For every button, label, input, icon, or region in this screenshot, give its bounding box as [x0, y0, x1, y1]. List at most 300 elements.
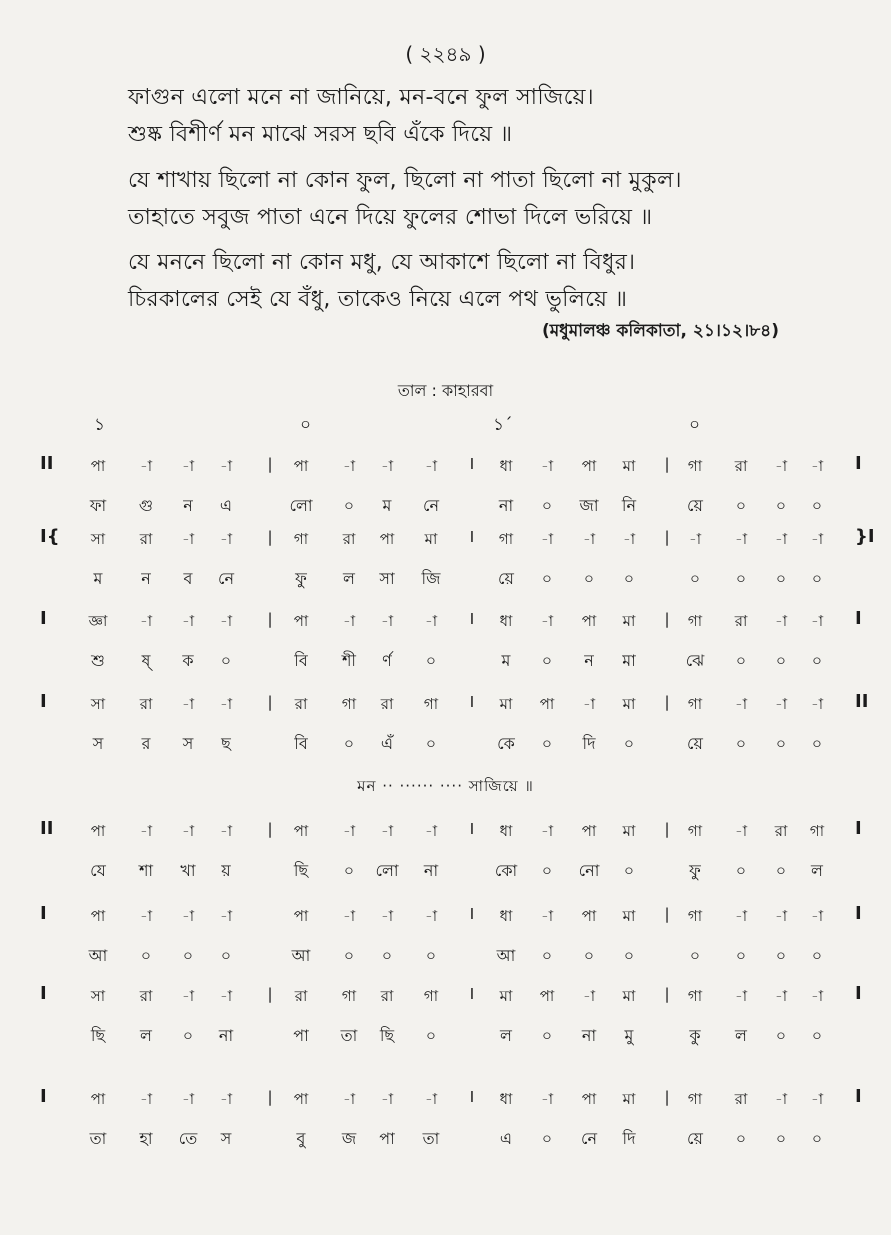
lyric-syllable: ০	[182, 946, 194, 965]
swara-note: -া	[181, 822, 195, 840]
swara-note: -া	[424, 612, 438, 630]
lyric-syllable: ০	[775, 1129, 787, 1148]
lyric-syllable: ০	[343, 861, 355, 880]
lyric-syllable: শু	[91, 651, 105, 670]
swara-note: -া	[540, 457, 554, 475]
swara-note: -া	[181, 1090, 195, 1108]
lyric-syllable: দি	[622, 1129, 636, 1148]
beat-divider: |	[267, 1088, 273, 1106]
swara-note: মা	[424, 530, 438, 548]
swara-note: জ্ঞা	[88, 612, 108, 630]
verse-line-1: ফাগুন এলো মনে না জানিয়ে, মন-বনে ফুল সাজিয়ে।	[128, 85, 594, 110]
lyric-syllable: ম	[93, 569, 103, 588]
swara-note: গা	[423, 695, 439, 713]
lyric-syllable: ন	[584, 651, 594, 670]
lyric-syllable: কে	[497, 734, 515, 753]
swara-note: -া	[139, 1090, 153, 1108]
beat-divider: |	[664, 1088, 670, 1106]
row-close-bar: II	[855, 691, 869, 712]
beat-divider: |	[267, 985, 273, 1003]
lyric-syllable: ০	[583, 946, 595, 965]
lyric-syllable: ০	[735, 496, 747, 515]
lyric-syllable: না	[581, 1026, 597, 1045]
lyric-syllable: স	[92, 734, 104, 753]
swara-note: -া	[219, 457, 233, 475]
swara-note: -া	[342, 457, 356, 475]
lyric-syllable: ০	[425, 651, 437, 670]
swara-note: রা	[294, 695, 308, 713]
swara-note: পা	[581, 612, 597, 630]
lyric-syllable: ০	[735, 651, 747, 670]
swara-note: পা	[581, 457, 597, 475]
swara-note: -া	[774, 1090, 788, 1108]
swara-note: -া	[810, 695, 824, 713]
row-close-bar: I	[855, 1086, 862, 1107]
row-open-bar: I{	[40, 526, 60, 547]
swara-note: -া	[810, 1090, 824, 1108]
lyric-syllable: নে	[422, 496, 440, 515]
lyric-syllable: কো	[494, 861, 518, 880]
swara-note: -া	[540, 1090, 554, 1108]
lyric-syllable: ফা	[89, 496, 107, 515]
lyric-syllable: ০	[775, 1026, 787, 1045]
lyric-syllable: ০	[735, 734, 747, 753]
beat-divider: I	[469, 455, 475, 473]
lyric-syllable: কু	[689, 1026, 701, 1045]
swara-note: মা	[622, 907, 636, 925]
swara-note: -া	[139, 457, 153, 475]
lyric-syllable: ০	[735, 569, 747, 588]
swara-note: পা	[90, 1090, 106, 1108]
lyric-syllable: মা	[622, 651, 636, 670]
lyric-syllable: নে	[217, 569, 235, 588]
lyric-syllable: ০	[623, 861, 635, 880]
swara-note: মা	[622, 1090, 636, 1108]
swara-note: -া	[734, 987, 748, 1005]
lyric-syllable: নো	[578, 861, 600, 880]
swara-note: -া	[181, 695, 195, 713]
lyric-syllable: লো	[289, 496, 313, 515]
lyric-syllable: ০	[343, 496, 355, 515]
lyric-syllable: ০	[775, 569, 787, 588]
lyric-syllable: ০	[775, 861, 787, 880]
lyric-syllable: ০	[735, 946, 747, 965]
lyric-syllable: য়ে	[687, 496, 703, 515]
lyric-syllable: ছি	[379, 1026, 395, 1045]
swara-note: -া	[540, 530, 554, 548]
swara-note: পা	[293, 457, 309, 475]
lyric-syllable: এ	[219, 496, 233, 515]
lyric-syllable: এঁ	[380, 734, 394, 753]
swara-note: সা	[90, 695, 106, 713]
swara-note: পা	[539, 987, 555, 1005]
row-open-bar: I	[40, 608, 47, 629]
swara-note: -া	[734, 695, 748, 713]
swara-note: -া	[540, 907, 554, 925]
verse-line-2: শুষ্ক বিশীর্ণ মন মাঝে সরস ছবি এঁকে দিয়ে ॥	[128, 122, 513, 147]
beat-marker-2: ০	[300, 415, 312, 435]
swara-note: রা	[734, 1090, 748, 1108]
swara-note: রা	[139, 530, 153, 548]
beat-divider: I	[469, 693, 475, 711]
lyric-syllable: তা	[422, 1129, 440, 1148]
lyric-syllable: তা	[89, 1129, 107, 1148]
swara-note: ধা	[499, 822, 513, 840]
lyric-syllable: নি	[621, 496, 637, 515]
lyric-syllable: ০	[541, 734, 553, 753]
lyric-syllable: না	[498, 496, 514, 515]
swara-note: রা	[139, 695, 153, 713]
page-number: ( ২২৪৯ )	[405, 42, 486, 66]
row-open-bar: II	[40, 818, 54, 839]
lyric-syllable: ০	[775, 946, 787, 965]
beat-divider: |	[664, 985, 670, 1003]
lyric-syllable: ন	[183, 496, 193, 515]
lyric-syllable: এ	[499, 1129, 513, 1148]
swara-note: রা	[734, 612, 748, 630]
citation: (মধুমালঞ্চ কলিকাতা, ২১।১২।৮৪)	[541, 321, 779, 341]
swara-note: রা	[380, 987, 394, 1005]
lyric-syllable: গু	[138, 496, 154, 515]
swara-note: পা	[581, 907, 597, 925]
lyric-syllable: র	[141, 734, 151, 753]
swara-note: মা	[622, 987, 636, 1005]
lyric-syllable: ০	[775, 651, 787, 670]
lyric-syllable: ল	[735, 1026, 747, 1045]
lyric-syllable: ০	[140, 946, 152, 965]
lyric-syllable: ল	[811, 861, 823, 880]
swara-note: রা	[774, 822, 788, 840]
swara-note: গা	[687, 1090, 703, 1108]
swara-note: রা	[139, 987, 153, 1005]
lyric-syllable: ০	[541, 651, 553, 670]
swara-note: রা	[294, 987, 308, 1005]
lyric-syllable: জি	[421, 569, 441, 588]
swara-note: -া	[181, 907, 195, 925]
swara-note: -া	[810, 612, 824, 630]
beat-divider: I	[469, 1088, 475, 1106]
lyric-syllable: ছি	[293, 861, 309, 880]
swara-note: -া	[181, 530, 195, 548]
lyric-syllable: ০	[425, 946, 437, 965]
swara-note: ধা	[499, 1090, 513, 1108]
swara-note: পা	[581, 822, 597, 840]
swara-note: পা	[539, 695, 555, 713]
swara-note: গা	[687, 612, 703, 630]
lyric-syllable: ০	[220, 651, 232, 670]
swara-note: পা	[90, 457, 106, 475]
beat-divider: |	[664, 905, 670, 923]
swara-note: গা	[293, 530, 309, 548]
verse-line-3: যে শাখায় ছিলো না কোন ফুল, ছিলো না পাতা ছিলো না মুকুল।	[128, 168, 682, 193]
row-open-bar: I	[40, 903, 47, 924]
swara-note: গা	[687, 695, 703, 713]
swara-note: মা	[499, 695, 513, 713]
lyric-syllable: দি	[582, 734, 596, 753]
lyric-syllable: ফু	[689, 861, 701, 880]
lyric-syllable: ল	[140, 1026, 152, 1045]
swara-note: -া	[774, 907, 788, 925]
swara-note: -া	[540, 822, 554, 840]
beat-marker-4: ০	[689, 415, 701, 435]
beat-divider: I	[469, 905, 475, 923]
lyric-syllable: মু	[624, 1026, 634, 1045]
swara-note: -া	[774, 530, 788, 548]
lyric-syllable: শা	[138, 861, 154, 880]
swara-note: -া	[774, 695, 788, 713]
lyric-syllable: ছ	[221, 734, 231, 753]
swara-note: -া	[342, 612, 356, 630]
swara-note: -া	[622, 530, 636, 548]
lyric-syllable: হা	[139, 1129, 153, 1148]
lyric-syllable: ০	[811, 496, 823, 515]
lyric-syllable: ল	[500, 1026, 512, 1045]
lyric-syllable: ০	[735, 1129, 747, 1148]
swara-note: সা	[90, 987, 106, 1005]
lyric-syllable: ০	[541, 569, 553, 588]
row-close-bar: I	[855, 983, 862, 1004]
swara-note: মা	[622, 822, 636, 840]
swara-note: মা	[622, 612, 636, 630]
row-close-bar: I	[855, 608, 862, 629]
lyric-syllable: ০	[811, 651, 823, 670]
row-open-bar: II	[40, 453, 54, 474]
swara-note: -া	[424, 457, 438, 475]
lyric-syllable: ০	[775, 734, 787, 753]
swara-note: -া	[219, 695, 233, 713]
lyric-syllable: ০	[343, 734, 355, 753]
lyric-syllable: ল	[343, 569, 355, 588]
beat-marker-1: ১	[94, 415, 106, 435]
swara-note: -া	[810, 907, 824, 925]
verse-line-4: তাহাতে সবুজ পাতা এনে দিয়ে ফুলের শোভা দিলে ভরিয়ে ॥	[128, 205, 653, 230]
lyric-syllable: ফু	[295, 569, 307, 588]
swara-note: -া	[810, 457, 824, 475]
lyric-syllable: য়ে	[687, 734, 703, 753]
beat-divider: |	[664, 820, 670, 838]
beat-divider: |	[267, 820, 273, 838]
lyric-syllable: ষ্	[141, 651, 151, 670]
lyric-syllable: তে	[178, 1129, 198, 1148]
swara-note: -া	[219, 987, 233, 1005]
swara-note: -া	[342, 822, 356, 840]
swara-note: -া	[540, 612, 554, 630]
swara-note: -া	[424, 907, 438, 925]
beat-divider: |	[267, 610, 273, 628]
lyric-syllable: না	[218, 1026, 234, 1045]
swara-note: -া	[380, 612, 394, 630]
swara-note: গা	[687, 822, 703, 840]
lyric-syllable: স	[182, 734, 194, 753]
swara-note: -া	[582, 695, 596, 713]
lyric-syllable: শী	[341, 651, 357, 670]
beat-divider: I	[469, 528, 475, 546]
swara-note: পা	[379, 530, 395, 548]
swara-note: পা	[293, 1090, 309, 1108]
swara-note: -া	[181, 612, 195, 630]
verse-line-5: যে মননে ছিলো না কোন মধু, যে আকাশে ছিলো না বিধুর।	[128, 250, 636, 275]
swara-note: -া	[342, 907, 356, 925]
lyric-syllable: ০	[425, 734, 437, 753]
lyric-syllable: আ	[88, 946, 108, 965]
swara-note: মা	[622, 695, 636, 713]
beat-divider: |	[267, 455, 273, 473]
lyric-syllable: জ	[341, 1129, 357, 1148]
lyric-syllable: ০	[541, 946, 553, 965]
swara-note: -া	[380, 1090, 394, 1108]
swara-note: গা	[423, 987, 439, 1005]
swara-note: -া	[380, 822, 394, 840]
lyric-syllable: ০	[541, 496, 553, 515]
swara-note: -া	[139, 822, 153, 840]
swara-note: গা	[687, 457, 703, 475]
refrain-line: মন ·· ······ ···· সাজিয়ে ॥	[357, 777, 534, 795]
lyric-syllable: ০	[811, 1129, 823, 1148]
beat-divider: I	[469, 820, 475, 838]
swara-note: -া	[219, 907, 233, 925]
swara-note: গা	[687, 987, 703, 1005]
swara-note: মা	[622, 457, 636, 475]
beat-divider: |	[664, 610, 670, 628]
row-close-bar: I	[855, 453, 862, 474]
swara-note: -া	[139, 612, 153, 630]
swara-note: -া	[734, 530, 748, 548]
swara-note: ধা	[499, 612, 513, 630]
swara-note: -া	[424, 1090, 438, 1108]
tal-label: তাল : কাহারবা	[397, 381, 494, 400]
lyric-syllable: ন	[141, 569, 151, 588]
swara-note: রা	[342, 530, 356, 548]
lyric-syllable: ০	[583, 569, 595, 588]
swara-note: মা	[499, 987, 513, 1005]
swara-note: গা	[687, 907, 703, 925]
lyric-syllable: আ	[496, 946, 516, 965]
lyric-syllable: লো	[375, 861, 399, 880]
swara-note: ধা	[499, 907, 513, 925]
swara-note: সা	[90, 530, 106, 548]
swara-note: -া	[774, 612, 788, 630]
swara-note: -া	[734, 822, 748, 840]
swara-note: পা	[293, 907, 309, 925]
swara-note: -া	[181, 457, 195, 475]
lyric-syllable: ০	[182, 1026, 194, 1045]
lyric-syllable: ০	[811, 946, 823, 965]
lyric-syllable: ০	[343, 946, 355, 965]
lyric-syllable: ০	[541, 1129, 553, 1148]
lyric-syllable: খা	[180, 861, 196, 880]
lyric-syllable: যে	[90, 861, 106, 880]
lyric-syllable: য়ে	[498, 569, 514, 588]
lyric-syllable: ম	[501, 651, 511, 670]
beat-divider: |	[664, 528, 670, 546]
lyric-syllable: য়	[221, 861, 231, 880]
row-close-bar: I	[855, 818, 862, 839]
lyric-syllable: পা	[379, 1129, 395, 1148]
swara-note: রা	[734, 457, 748, 475]
lyric-syllable: ০	[775, 496, 787, 515]
lyric-syllable: সা	[379, 569, 395, 588]
swara-note: -া	[774, 987, 788, 1005]
lyric-syllable: ব	[183, 569, 193, 588]
lyric-syllable: ০	[623, 946, 635, 965]
lyric-syllable: র্ণ	[382, 651, 392, 670]
lyric-syllable: নে	[580, 1129, 598, 1148]
lyric-syllable: ০	[623, 734, 635, 753]
swara-note: -া	[219, 530, 233, 548]
beat-divider: |	[267, 528, 273, 546]
lyric-syllable: না	[423, 861, 439, 880]
lyric-syllable: ০	[623, 569, 635, 588]
swara-note: গা	[341, 695, 357, 713]
lyric-syllable: বি	[294, 734, 308, 753]
swara-note: -া	[582, 987, 596, 1005]
lyric-syllable: ঝে	[685, 651, 705, 670]
beat-divider: I	[469, 610, 475, 628]
swara-note: পা	[90, 822, 106, 840]
lyric-syllable: ০	[811, 569, 823, 588]
lyric-syllable: ম	[382, 496, 392, 515]
lyric-syllable: ০	[425, 1026, 437, 1045]
lyric-syllable: ০	[381, 946, 393, 965]
swara-note: পা	[293, 822, 309, 840]
lyric-syllable: ০	[735, 861, 747, 880]
lyric-syllable: ০	[689, 946, 701, 965]
swara-note: -া	[342, 1090, 356, 1108]
lyric-syllable: জা	[579, 496, 599, 515]
beat-marker-3: ১´	[493, 415, 513, 435]
swara-note: -া	[219, 612, 233, 630]
lyric-syllable: ছি	[90, 1026, 106, 1045]
lyric-syllable: ০	[689, 569, 701, 588]
lyric-syllable: পা	[293, 1026, 309, 1045]
swara-note: পা	[293, 612, 309, 630]
lyric-syllable: বি	[294, 651, 308, 670]
swara-note: -া	[810, 530, 824, 548]
row-open-bar: I	[40, 1086, 47, 1107]
beat-divider: I	[469, 985, 475, 1003]
beat-divider: |	[664, 693, 670, 711]
swara-note: -া	[219, 1090, 233, 1108]
row-close-bar: I	[855, 903, 862, 924]
lyric-syllable: ০	[541, 1026, 553, 1045]
swara-note: রা	[380, 695, 394, 713]
lyric-syllable: ০	[811, 1026, 823, 1045]
swara-note: -া	[810, 987, 824, 1005]
swara-note: গা	[809, 822, 825, 840]
row-close-bar: }I	[855, 526, 875, 547]
swara-note: -া	[139, 907, 153, 925]
lyric-syllable: ক	[182, 651, 194, 670]
swara-note: -া	[774, 457, 788, 475]
swara-note: -া	[734, 907, 748, 925]
verse-line-6: চিরকালের সেই যে বঁধু, তাকেও নিয়ে এলে পথ ভুলিয়ে ॥	[128, 287, 628, 312]
lyric-syllable: স	[220, 1129, 232, 1148]
lyric-syllable: ০	[541, 861, 553, 880]
row-open-bar: I	[40, 983, 47, 1004]
swara-note: গা	[341, 987, 357, 1005]
swara-note: ধা	[499, 457, 513, 475]
lyric-syllable: বু	[296, 1129, 306, 1148]
lyric-syllable: ০	[811, 734, 823, 753]
swara-note: পা	[90, 907, 106, 925]
beat-divider: |	[664, 455, 670, 473]
swara-note: -া	[380, 457, 394, 475]
swara-note: -া	[219, 822, 233, 840]
swara-note: -া	[181, 987, 195, 1005]
lyric-syllable: য়ে	[687, 1129, 703, 1148]
lyric-syllable: ০	[220, 946, 232, 965]
swara-note: পা	[581, 1090, 597, 1108]
